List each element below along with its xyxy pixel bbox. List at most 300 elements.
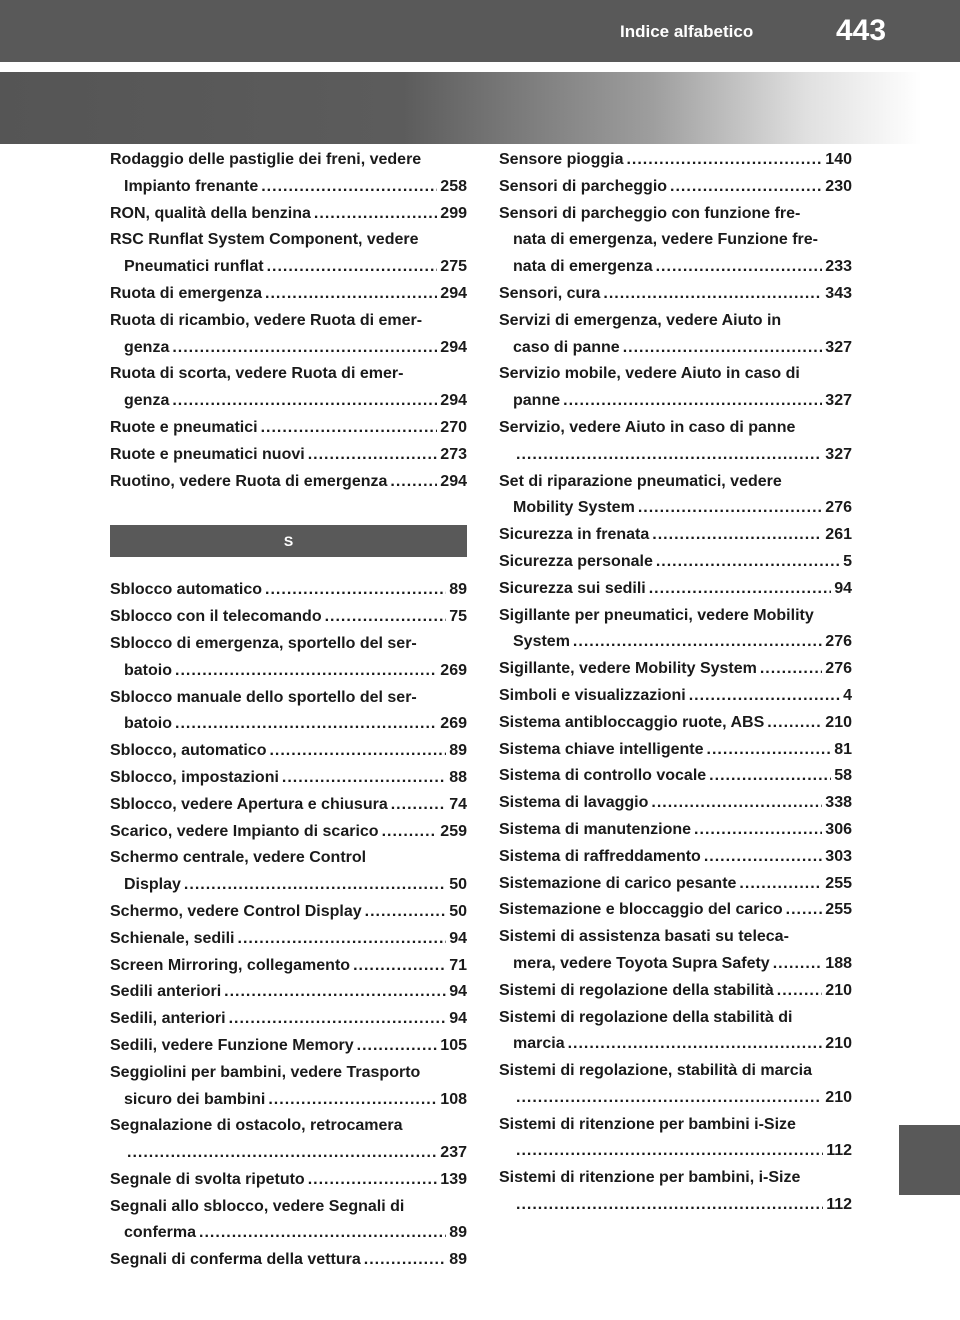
- index-entry-text: Segnalazione di ostacolo, retrocamera: [110, 1117, 403, 1135]
- index-entry-page: 306: [825, 820, 852, 838]
- index-entry: [110, 1006, 467, 1033]
- index-entry-text: Sistemi di regolazione della stabilità di: [499, 1008, 793, 1026]
- index-entry-line: [499, 1112, 852, 1139]
- index-entry-page: 94: [449, 983, 467, 1001]
- index-entry-text: Sistemi di ritenzione per bambini, i-Size: [499, 1169, 801, 1187]
- index-entry: [110, 953, 467, 980]
- index-entry-text: Sedili anteriori: [110, 983, 222, 1001]
- index-entry-line: [110, 872, 467, 899]
- index-entry-page: 140: [825, 151, 852, 168]
- index-entry: [499, 174, 852, 201]
- index-entry-line: [499, 174, 852, 201]
- index-entry-text: batoio: [124, 715, 172, 733]
- index-entry-page: 276: [825, 660, 852, 678]
- index-entry-page: 327: [825, 338, 852, 356]
- index-entry-page: 112: [826, 1196, 852, 1214]
- index-entry-text: sicuro dei bambini: [124, 1090, 266, 1108]
- index-entry-page: 276: [825, 633, 852, 651]
- index-entry-line: [110, 1247, 467, 1274]
- index-entry: [110, 1033, 467, 1060]
- dot-leader: [656, 254, 823, 281]
- index-entry-page: 94: [449, 1010, 467, 1028]
- index-entry-line: [499, 629, 852, 656]
- dot-leader: [638, 495, 822, 522]
- dot-leader: [568, 1031, 823, 1058]
- dot-leader: [229, 1006, 447, 1033]
- index-entry: [110, 577, 467, 604]
- dot-leader: [364, 1247, 446, 1274]
- index-entry-page: 81: [834, 740, 852, 758]
- index-entry: [110, 147, 467, 201]
- index-entry-page: 230: [825, 177, 852, 195]
- index-entry-page: 270: [440, 418, 467, 436]
- dot-leader: [573, 629, 822, 656]
- dot-leader: [623, 335, 823, 362]
- index-entry-text: panne: [513, 392, 561, 410]
- index-entry-line: [499, 844, 852, 871]
- index-group-s: [110, 577, 467, 1274]
- dot-leader: [516, 1138, 823, 1165]
- dot-leader: [357, 1033, 438, 1060]
- index-entry-text: Sblocco automatico: [110, 581, 263, 599]
- index-entry-text: caso di panne: [513, 338, 620, 356]
- dot-leader: [268, 1087, 437, 1114]
- index-entry-line: [110, 1060, 467, 1087]
- index-entry: [499, 201, 852, 281]
- index-entry-page: 261: [825, 526, 852, 544]
- index-entry: [499, 656, 852, 683]
- index-entry-text: Sistema antibloccaggio ruote, ABS: [499, 713, 765, 731]
- index-entry-line: [110, 442, 467, 469]
- index-entry-page: 299: [440, 204, 467, 222]
- index-entry-text: nata di emergenza: [513, 258, 653, 276]
- index-column-right: [499, 147, 852, 1219]
- index-entry-text: Sblocco di emergenza, sportello del ser-: [110, 634, 417, 652]
- dot-leader: [777, 978, 823, 1005]
- index-entry-line: [499, 897, 852, 924]
- index-entry: [110, 738, 467, 765]
- index-entry: [110, 792, 467, 819]
- dot-leader: [739, 871, 822, 898]
- index-entry-page: 89: [449, 1224, 467, 1242]
- index-entry-text: Sblocco, automatico: [110, 742, 267, 760]
- index-entry-text: genza: [124, 392, 170, 410]
- index-entry-line: [110, 308, 467, 335]
- index-entry-text: Sistemi di regolazione della stabilità: [499, 981, 774, 999]
- index-entry-line: [110, 147, 467, 174]
- index-entry-line: [110, 738, 467, 765]
- dot-leader: [261, 174, 437, 201]
- index-entry-line: [499, 710, 852, 737]
- index-entry-page: 71: [449, 956, 467, 974]
- index-entry-line: [110, 174, 467, 201]
- index-entry-line: [499, 227, 852, 254]
- index-entry-text: Screen Mirroring, collegamento: [110, 956, 351, 974]
- dot-leader: [382, 819, 438, 846]
- dot-leader: [238, 926, 447, 953]
- dot-leader: [707, 737, 832, 764]
- dot-leader: [516, 1192, 823, 1219]
- dot-leader: [265, 577, 446, 604]
- index-entry-page: 294: [440, 284, 467, 302]
- index-entry-line: [499, 978, 852, 1005]
- index-entry-text: Ruotino, vedere Ruota di emergenza: [110, 472, 388, 490]
- dot-leader: [127, 1140, 437, 1167]
- index-entry-line: [110, 765, 467, 792]
- index-entry-page: 343: [825, 284, 852, 302]
- dot-leader: [325, 604, 447, 631]
- index-entry-text: mera, vedere Toyota Supra Safety: [513, 954, 770, 972]
- index-entry-page: 94: [834, 579, 852, 597]
- index-entry-line: [499, 495, 852, 522]
- index-entry-page: 94: [449, 929, 467, 947]
- index-entry-text: Sistema di lavaggio: [499, 794, 649, 812]
- index-entry-page: 233: [825, 258, 852, 276]
- index-entry-line: [110, 227, 467, 254]
- index-entry-text: Sensori, cura: [499, 284, 601, 302]
- index-entry: [499, 683, 852, 710]
- index-entry-line: [110, 1087, 467, 1114]
- index-entry: [110, 1113, 467, 1167]
- index-entry-line: [110, 845, 467, 872]
- index-entry-text: Ruote e pneumatici: [110, 418, 258, 436]
- dot-leader: [767, 710, 822, 737]
- index-entry: [499, 603, 852, 657]
- index-entry-text: Sblocco, vedere Apertura e chiusura: [110, 795, 388, 813]
- index-group-s-continued: [499, 147, 852, 1219]
- index-entry-text: Schermo centrale, vedere Control: [110, 849, 367, 867]
- page-header-bar: [0, 0, 960, 62]
- index-entry-line: [110, 415, 467, 442]
- index-entry-page: 89: [449, 581, 467, 599]
- index-entry-line: [110, 577, 467, 604]
- index-entry-line: [110, 1220, 467, 1247]
- dot-leader: [365, 899, 447, 926]
- dot-leader: [516, 442, 822, 469]
- index-entry-text: Schienale, sedili: [110, 929, 235, 947]
- index-entry-page: 75: [449, 608, 467, 626]
- index-entry: [499, 978, 852, 1005]
- index-entry: [499, 924, 852, 978]
- index-entry-text: Rodaggio delle pastiglie dei freni, vedere: [110, 151, 422, 168]
- index-entry-page: 210: [825, 1088, 852, 1106]
- index-entry-text: nata di emergenza, vedere Funzione fre-: [513, 231, 818, 249]
- index-entry-text: Sistemazione di carico pesante: [499, 874, 737, 892]
- index-column-left: [110, 147, 467, 1274]
- index-entry-text: Sblocco manuale dello sportello del ser-: [110, 688, 417, 706]
- index-entry: [110, 1167, 467, 1194]
- index-entry-line: [499, 1031, 852, 1058]
- index-entry-line: [499, 442, 852, 469]
- index-entry: [499, 522, 852, 549]
- index-entry-text: Sensori di parcheggio con funzione fre-: [499, 204, 801, 222]
- index-entry-line: [110, 1006, 467, 1033]
- index-entry-page: 275: [440, 258, 467, 276]
- index-entry-text: Sistema di raffreddamento: [499, 847, 701, 865]
- index-entry-text: Sistema di controllo vocale: [499, 767, 707, 785]
- index-entry: [110, 926, 467, 953]
- index-entry-line: [110, 335, 467, 362]
- dot-leader: [353, 953, 446, 980]
- index-entry: [110, 899, 467, 926]
- index-entry-line: [499, 469, 852, 496]
- index-entry-page: 276: [825, 499, 852, 517]
- index-entry-line: [499, 817, 852, 844]
- index-entry-page: 105: [440, 1036, 467, 1054]
- index-entry-text: Ruota di emergenza: [110, 284, 263, 302]
- index-entry-line: [499, 683, 852, 710]
- index-entry-line: [110, 953, 467, 980]
- index-entry-text: Servizi di emergenza, vedere Aiuto in: [499, 311, 782, 329]
- index-entry: [499, 790, 852, 817]
- index-entry-text: Sicurezza sui sedili: [499, 579, 646, 597]
- index-entry-page: 139: [440, 1170, 467, 1188]
- index-entry-line: [499, 951, 852, 978]
- index-entry-line: [499, 335, 852, 362]
- index-entry-page: 210: [825, 713, 852, 731]
- index-entry-line: [499, 415, 852, 442]
- index-entry: [499, 1165, 852, 1219]
- index-entry: [110, 361, 467, 415]
- index-entry-page: 188: [825, 954, 852, 972]
- index-entry: [499, 361, 852, 415]
- index-entry-text: Ruote e pneumatici nuovi: [110, 445, 305, 463]
- index-entry: [499, 1112, 852, 1166]
- index-entry-text: Sedili, vedere Funzione Memory: [110, 1036, 354, 1054]
- dot-leader: [390, 469, 437, 496]
- index-entry-page: 210: [825, 1035, 852, 1053]
- index-entry-line: [499, 1058, 852, 1085]
- index-entry-text: Sicurezza in frenata: [499, 526, 650, 544]
- index-entry-line: [499, 656, 852, 683]
- index-entry-line: [110, 281, 467, 308]
- index-entry-text: RON, qualità della benzina: [110, 204, 311, 222]
- index-group-r: [110, 147, 467, 495]
- page-number: 443: [836, 14, 887, 47]
- index-entry: [499, 281, 852, 308]
- index-entry: [499, 844, 852, 871]
- index-entry: [110, 819, 467, 846]
- index-entry-page: 259: [440, 822, 467, 840]
- index-entry-line: [110, 685, 467, 712]
- letter-header-s: S: [110, 525, 467, 557]
- index-entry: [110, 469, 467, 496]
- index-entry: [110, 1060, 467, 1114]
- index-entry: [499, 147, 852, 174]
- index-entry: [499, 871, 852, 898]
- index-entry-text: Sblocco, impostazioni: [110, 768, 279, 786]
- index-entry-text: Mobility System: [513, 499, 635, 517]
- index-entry-line: [499, 871, 852, 898]
- index-entry-line: [110, 926, 467, 953]
- dot-leader: [652, 522, 822, 549]
- dot-leader: [391, 792, 446, 819]
- index-entry-line: [499, 603, 852, 630]
- index-entry-line: [110, 1167, 467, 1194]
- dot-leader: [265, 281, 437, 308]
- index-entry-line: [499, 201, 852, 228]
- index-entry-text: Sistema chiave intelligente: [499, 740, 704, 758]
- index-entry: [110, 631, 467, 685]
- dot-leader: [760, 656, 822, 683]
- index-entry: [499, 737, 852, 764]
- index-entry-page: 112: [826, 1142, 852, 1160]
- dot-leader: [689, 683, 840, 710]
- index-entry-line: [499, 549, 852, 576]
- index-entry: [110, 845, 467, 899]
- index-entry: [499, 763, 852, 790]
- index-entry-line: [110, 819, 467, 846]
- index-entry-text: Simboli e visualizzazioni: [499, 686, 686, 704]
- index-entry-page: 74: [449, 795, 467, 813]
- index-entry-line: [110, 979, 467, 1006]
- index-entry-text: Display: [124, 876, 181, 894]
- index-entry-text: Sensori di parcheggio: [499, 177, 668, 195]
- index-entry-text: Segnale di svolta ripetuto: [110, 1170, 305, 1188]
- section-title: Indice alfabetico: [620, 22, 754, 41]
- dot-leader: [563, 388, 822, 415]
- index-entry-text: Sistemi di regolazione, stabilità di marcia: [499, 1062, 812, 1080]
- index-entry-page: 108: [440, 1090, 467, 1108]
- dot-leader: [308, 1167, 438, 1194]
- index-entry-line: [499, 1005, 852, 1032]
- dot-leader: [709, 763, 831, 790]
- index-entry-page: 89: [449, 1251, 467, 1269]
- index-entry-line: [499, 1085, 852, 1112]
- index-entry-page: 50: [449, 902, 467, 920]
- dot-leader: [704, 844, 822, 871]
- index-entry-line: [499, 737, 852, 764]
- index-entry-page: 4: [843, 686, 852, 704]
- index-entry-page: 258: [440, 177, 467, 195]
- index-entry-text: System: [513, 633, 570, 651]
- dot-leader: [308, 442, 438, 469]
- index-entry-line: [110, 658, 467, 685]
- index-entry: [499, 308, 852, 362]
- index-entry-page: 255: [825, 874, 852, 892]
- index-entry-line: [110, 388, 467, 415]
- index-entry-line: [499, 924, 852, 951]
- index-entry-page: 303: [825, 847, 852, 865]
- index-entry-text: conferma: [124, 1224, 197, 1242]
- index-entry: [110, 415, 467, 442]
- index-entry-line: [110, 792, 467, 819]
- dot-leader: [626, 147, 822, 174]
- dot-leader: [656, 549, 840, 576]
- index-entry-page: 269: [440, 715, 467, 733]
- index-entry-line: [110, 711, 467, 738]
- index-entry-line: [110, 1194, 467, 1221]
- index-entry-line: [110, 361, 467, 388]
- index-entry-page: 237: [440, 1144, 467, 1162]
- index-entry-text: Sistemazione e bloccaggio del carico: [499, 901, 783, 919]
- index-entry-text: batoio: [124, 661, 172, 679]
- index-entry: [110, 685, 467, 739]
- dot-leader: [649, 576, 831, 603]
- dot-leader: [172, 335, 437, 362]
- index-entry-text: Scarico, vedere Impianto di scarico: [110, 822, 379, 840]
- index-entry-line: [499, 254, 852, 281]
- index-entry: [110, 1247, 467, 1274]
- index-entry: [110, 227, 467, 281]
- index-entry: [499, 576, 852, 603]
- index-entry-text: Seggiolini per bambini, vedere Trasporto: [110, 1063, 421, 1081]
- index-entry-page: 255: [825, 901, 852, 919]
- index-entry-page: 58: [834, 767, 852, 785]
- index-entry-page: 294: [440, 338, 467, 356]
- index-entry-text: Ruota di ricambio, vedere Ruota di emer-: [110, 311, 423, 329]
- index-entry-page: 210: [825, 981, 852, 999]
- index-entry: [110, 442, 467, 469]
- index-entry: [110, 765, 467, 792]
- index-entry-text: Sistemi di ritenzione per bambini i-Size: [499, 1115, 796, 1133]
- index-entry-text: Ruota di scorta, vedere Ruota di emer-: [110, 365, 404, 383]
- dot-leader: [269, 738, 446, 765]
- index-entry-text: genza: [124, 338, 170, 356]
- index-entry-line: [499, 790, 852, 817]
- index-entry: [110, 201, 467, 228]
- index-entry-line: [110, 1033, 467, 1060]
- index-entry-line: [499, 388, 852, 415]
- index-entry: [499, 1005, 852, 1059]
- dot-leader: [786, 897, 823, 924]
- index-entry-text: Sigillante, vedere Mobility System: [499, 660, 757, 678]
- chapter-side-tab: [899, 1125, 960, 1195]
- index-entry-line: [499, 522, 852, 549]
- index-entry-text: Sistemi di assistenza basati su teleca-: [499, 928, 789, 946]
- index-entry-page: 89: [449, 742, 467, 760]
- index-entry-line: [499, 576, 852, 603]
- dot-leader: [224, 979, 446, 1006]
- index-entry-text: RSC Runflat System Component, vedere: [110, 231, 419, 249]
- index-entry: [110, 281, 467, 308]
- index-entry: [110, 979, 467, 1006]
- index-entry: [499, 710, 852, 737]
- index-entry-text: Schermo, vedere Control Display: [110, 902, 362, 920]
- index-entry-text: Servizio mobile, vedere Aiuto in caso di: [499, 365, 800, 383]
- index-entry-text: Set di riparazione pneumatici, vedere: [499, 472, 782, 490]
- index-entry-page: 5: [843, 552, 852, 570]
- index-entry: [499, 469, 852, 523]
- decorative-gradient-band: [0, 72, 960, 144]
- index-entry: [499, 549, 852, 576]
- index-entry-text: Sicurezza personale: [499, 552, 653, 570]
- index-entry-text: Impianto frenante: [124, 177, 259, 195]
- index-entry-page: 269: [440, 661, 467, 679]
- index-entry-page: 294: [440, 392, 467, 410]
- index-entry-text: Sblocco con il telecomando: [110, 608, 322, 626]
- index-entry-line: [110, 201, 467, 228]
- index-entry-line: [499, 1192, 852, 1219]
- index-entry-page: 50: [449, 876, 467, 894]
- index-entry: [499, 1058, 852, 1112]
- dot-leader: [184, 872, 446, 899]
- index-entry-text: Sedili, anteriori: [110, 1010, 226, 1028]
- dot-leader: [603, 281, 822, 308]
- index-entry: [110, 1194, 467, 1248]
- index-entry-line: [499, 763, 852, 790]
- index-entry: [499, 415, 852, 469]
- index-entry-line: [499, 1165, 852, 1192]
- dot-leader: [172, 388, 437, 415]
- dot-leader: [314, 201, 437, 228]
- index-entry: [499, 817, 852, 844]
- index-entry: [110, 308, 467, 362]
- dot-leader: [516, 1085, 822, 1112]
- index-entry-page: 294: [440, 472, 467, 490]
- dot-leader: [282, 765, 446, 792]
- dot-leader: [261, 415, 438, 442]
